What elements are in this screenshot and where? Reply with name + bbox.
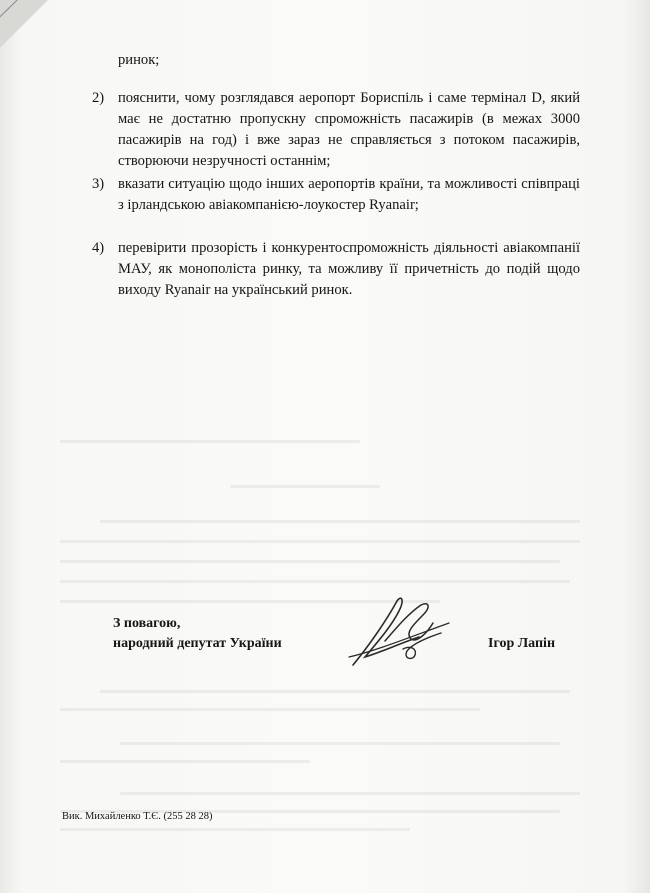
closing-position: народний депутат України (113, 636, 282, 651)
item-number: 4) (92, 240, 105, 256)
item-number: 3) (92, 176, 105, 192)
item-number: 2) (92, 90, 105, 106)
continuation-text: ринок; (118, 52, 160, 68)
signer-name: Ігор Лапін (488, 636, 556, 651)
closing-regards: З повагою, (113, 616, 181, 631)
item-text: вказати ситуацію щодо інших аеропортів країни, та можливості співпраці з ірландською авіакомпанією-лоукостер Ryanair; (118, 176, 580, 213)
item-text: пояснити, чому розглядався аеропорт Бориспіль і саме термінал D, який має не достатню пропускну спроможність пасажирів (в межах 3000 пасажирів на год) і вже зараз не справляється з потоком пасажирів, створюючи незручності останнім; (118, 90, 580, 169)
handwritten-signature (345, 593, 455, 673)
executor-footer: Вик. Михайленко Т.Є. (255 28 28) (62, 811, 213, 822)
item-text: перевірити прозорість і конкурентоспроможність діяльності авіакомпанії МАУ, як монополіста ринку, та можливу її причетність до подій щодо виходу Ryanair на український ринок. (118, 240, 580, 298)
